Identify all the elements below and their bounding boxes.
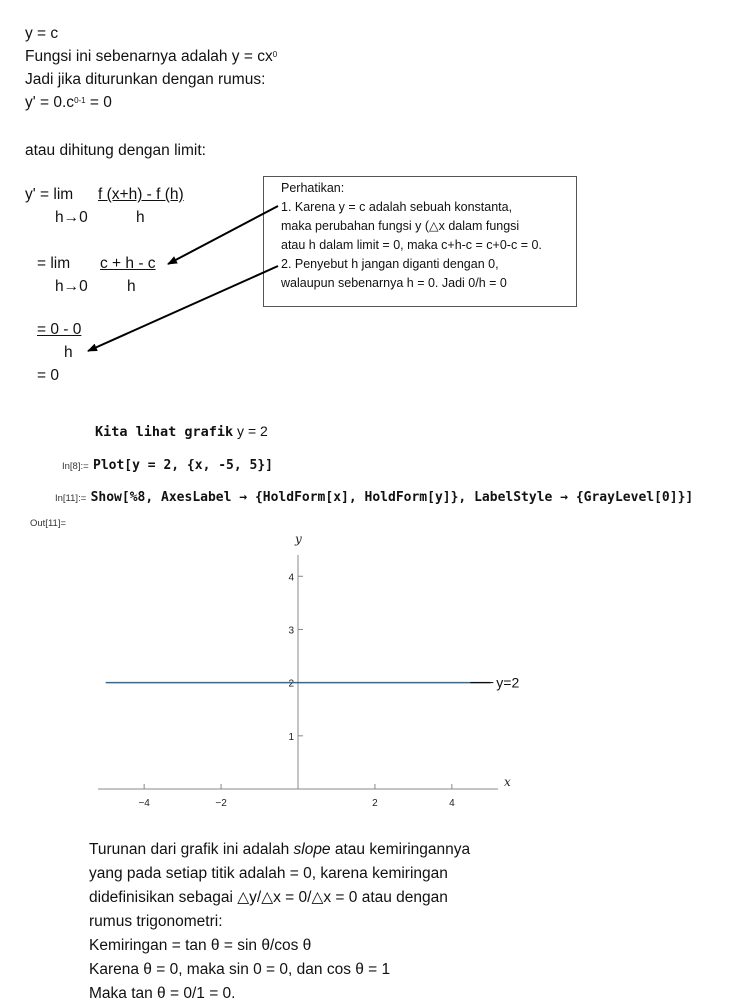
y-tick-label: 1 (288, 731, 294, 743)
note-line-5: walaupun sebenarnya h = 0. Jadi 0/h = 0 (281, 276, 507, 290)
explanation-line-3: didefinisikan sebagai △y/△x = 0/△x = 0 atau dengan (89, 889, 448, 906)
limit-row1-lim: y' = lim (25, 186, 74, 203)
x-tick-label: 2 (372, 798, 378, 809)
note-title: Perhatikan: (281, 181, 345, 195)
text-derivative-main: y' = 0.c (25, 94, 75, 111)
text-derivative-result: = 0 (85, 94, 112, 111)
limit-row1-h-to-0: h→0 (55, 209, 88, 226)
limit-row2-numerator: c + h - c (100, 255, 156, 272)
in8-code: Plot[y = 2, {x, -5, 5}] (93, 458, 274, 473)
arrows-overlay (0, 0, 731, 400)
explanation-paragraph (89, 838, 649, 1006)
explanation-line-7: Maka tan θ = 0/1 = 0. (89, 985, 236, 1002)
note-line-3: atau h dalam limit = 0, maka c+h-c = c+0-c = 0. (281, 238, 542, 252)
exponent: 0-1 (74, 96, 86, 105)
explanation-line-5: Kemiringan = tan θ = sin θ/cos θ (89, 937, 312, 954)
explanation-slope: slope (293, 841, 331, 858)
text-y-equals-c: y = c (25, 25, 59, 42)
limit-row1-denominator: h (136, 209, 145, 226)
explanation-line-2: yang pada setiap titik adalah = 0, karena kemiringan (89, 865, 448, 882)
input-cell-8[interactable] (62, 455, 273, 477)
x-axis-label: x (504, 775, 511, 789)
heading-math-text: y = 2 (233, 423, 268, 439)
y-axis-label: y (295, 532, 302, 546)
y-tick-label: 2 (288, 678, 294, 690)
y-tick-label: 3 (288, 625, 294, 637)
in11-code: Show[%8, AxesLabel → {HoldForm[x], HoldForm[y]}, LabelStyle → {GrayLevel[0]}] (90, 490, 694, 505)
limit-row2-denominator: h (127, 278, 136, 295)
note-line-1: 1. Karena y = c adalah sebuah konstanta, (281, 200, 513, 214)
series-label: y=2 (496, 674, 520, 691)
heading-bold-text: Kita lihat grafik (95, 424, 234, 440)
arrow-to-row2 (168, 206, 278, 264)
explanation-line-1a: Turunan dari grafik ini adalah (89, 841, 294, 858)
limit-row4-result: = 0 (37, 367, 59, 384)
explanation-line-4: rumus trigonometri: (89, 913, 223, 930)
plot-chart (0, 525, 731, 815)
in8-label: In[8]:= (62, 461, 89, 472)
limit-row3-denominator: h (64, 344, 73, 361)
exponent: 0 (272, 50, 278, 59)
limit-row3-numerator: = 0 - 0 (37, 321, 82, 338)
explanation-line-1 (89, 838, 649, 862)
x-tick-label: −4 (138, 798, 150, 809)
input-cell-11[interactable] (55, 487, 693, 509)
explanation-line-1b: atau kemiringannya (330, 841, 471, 858)
note-line-2: maka perubahan fungsi y (△x dalam fungsi (281, 219, 520, 233)
heading-kita-lihat (95, 421, 268, 442)
y-tick-label: 4 (288, 572, 294, 584)
note-line-4: 2. Penyebut h jangan diganti dengan 0, (281, 257, 499, 271)
limit-row2-h-to-0: h→0 (55, 278, 88, 295)
x-tick-label: 4 (449, 798, 455, 809)
arrow-to-row3 (88, 266, 278, 351)
x-tick-label: −2 (215, 798, 227, 809)
out11-label-text: Out[11]= (30, 518, 67, 529)
limit-row1-numerator: f (x+h) - f (h) (98, 186, 184, 203)
text-limit-intro: atau dihitung dengan limit: (25, 142, 206, 159)
text-fungsi-main: Fungsi ini sebenarnya adalah y = cx (25, 48, 273, 65)
limit-row2-lim: = lim (37, 255, 71, 272)
text-jadi: Jadi jika diturunkan dengan rumus: (25, 71, 266, 88)
explanation-line-6: Karena θ = 0, maka sin 0 = 0, dan cos θ = 1 (89, 961, 391, 978)
in11-label: In[11]:= (55, 493, 87, 504)
